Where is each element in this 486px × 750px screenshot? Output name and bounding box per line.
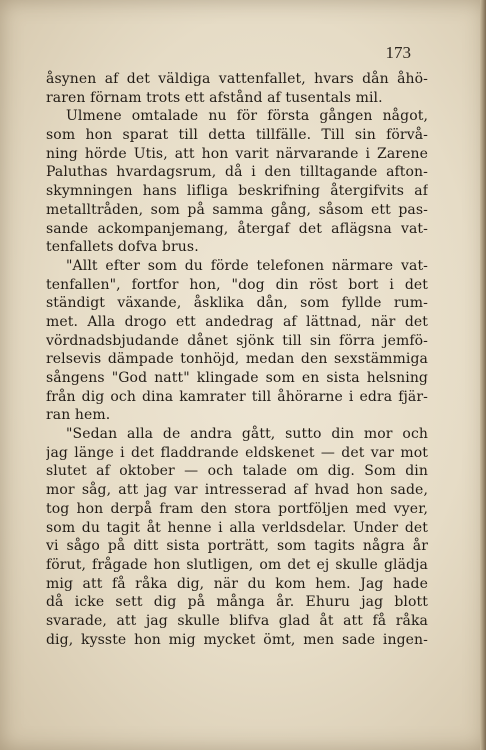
text-line: raren förnam trots ett afstånd af tusentals mil. bbox=[46, 89, 383, 106]
text-line: Paluthas hvardagsrum, då i den tilltagande afton- bbox=[46, 164, 428, 181]
text-line: från dig och dina kamrater till åhörarne i edra fjär- bbox=[46, 388, 428, 405]
text-line: ning hörde Utis, att hon varit närvarande i Zarene bbox=[46, 145, 428, 162]
text-line: tenfallen", fortfor hon, "dog din röst bort i det bbox=[46, 276, 428, 293]
text-line: relsevis dämpade tonhöjd, medan den sexstämmiga bbox=[46, 351, 428, 368]
text-line: som hon sparat till detta tillfälle. Till sin förvå- bbox=[46, 127, 428, 144]
text-line: dig, kysste hon mig mycket ömt, men sade ingen- bbox=[46, 631, 428, 648]
text-line: ran hem. bbox=[46, 407, 111, 424]
text-line: förut, frågade hon slutligen, om det ej skulle glädja bbox=[46, 556, 428, 573]
text-line: Ulmene omtalade nu för första gången något, bbox=[66, 108, 428, 125]
text-line: mor såg, att jag var intresserad af hvad hon sade, bbox=[46, 482, 428, 499]
text-line: tenfallets dofva brus. bbox=[46, 239, 199, 256]
text-line: skymningen hans lifliga beskrifning återgifvits af bbox=[46, 183, 428, 200]
text-line: sångens "God natt" klingade som en sista helsning bbox=[46, 370, 428, 386]
text-line: tog hon derpå fram den stora portföljen med vyer, bbox=[46, 500, 428, 517]
text-line: sande ackompanjemang, återgaf det aflägsna vat- bbox=[46, 220, 428, 237]
text-line: vördnadsbjudande dånet sjönk till sin förra jemfö- bbox=[46, 332, 428, 349]
text-line: vi sågo på ditt sista porträtt, som tagits några år bbox=[46, 538, 428, 555]
text-line: då icke sett dig på många år. Ehuru jag blott bbox=[46, 594, 428, 611]
page-edge bbox=[480, 0, 486, 750]
text-line: "Allt efter som du förde telefonen närmare vat- bbox=[66, 257, 428, 274]
text-line: metalltråden, som på samma gång, såsom ett pas- bbox=[46, 201, 428, 218]
page-number: 173 bbox=[385, 43, 411, 62]
body-text bbox=[46, 70, 428, 649]
text-line: åsynen af det väldiga vattenfallet, hvars dån åhö- bbox=[46, 71, 428, 87]
text-line: ständigt växande, åsklika dån, som fyllde rum- bbox=[46, 295, 428, 312]
text-line: mig att få råka dig, när du kom hem. Jag hade bbox=[46, 575, 428, 592]
text-line: slutet af oktober — och talade om dig. Som din bbox=[46, 463, 428, 480]
text-line: svarade, att jag skulle blifva glad åt att få råka bbox=[46, 612, 428, 629]
text-line: som du tagit åt henne i alla verldsdelar. Under det bbox=[46, 519, 428, 536]
text-line: met. Alla drogo ett andedrag af lättnad, när det bbox=[46, 313, 428, 330]
text-line: jag länge i det fladdrande eldskenet — det var mot bbox=[46, 444, 428, 461]
text-line: "Sedan alla de andra gått, sutto din mor och bbox=[66, 426, 428, 443]
